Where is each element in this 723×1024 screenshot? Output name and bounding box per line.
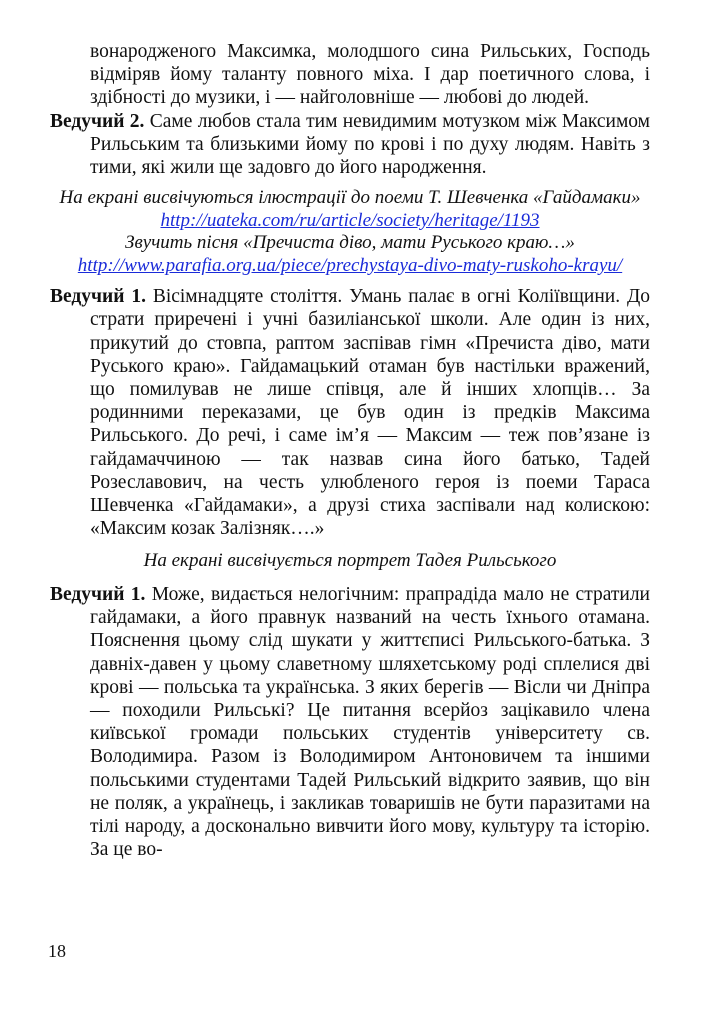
link-parafia[interactable]: http://www.parafia.org.ua/piece/prechystaya-divo-maty-ruskoho-krayu/ bbox=[77, 254, 623, 276]
speaker-paragraph-host2 bbox=[50, 110, 650, 180]
speaker-label: Ведучий 2. bbox=[50, 110, 145, 132]
continued-paragraph bbox=[50, 40, 650, 110]
link-uateka[interactable]: http://uateka.com/ru/article/society/heritage/1193 bbox=[160, 209, 540, 231]
stage-direction-portrait: На екрані висвічується портрет Тадея Рильського bbox=[143, 550, 557, 572]
speaker-paragraph-host1-a bbox=[50, 285, 650, 540]
stage-direction-block bbox=[50, 187, 650, 277]
page-number: 18 bbox=[48, 941, 66, 961]
stage-direction-illustrations: На екрані висвічуються ілюстрації до поеми Т. Шевченка «Гайдамаки» bbox=[59, 187, 641, 209]
page-content bbox=[50, 40, 650, 861]
speaker-paragraph-host1-b bbox=[50, 583, 650, 861]
speaker-label: Ведучий 1. bbox=[50, 583, 146, 605]
paragraph-text: Може, видається нелогічним: прапрадіда мало не стратили гайдамаки, а його правнук названий на честь їхнього отамана. Пояснення цьому слід шукати у життєписі Рильського-батька. З давніх-давен у цьому славетному шляхетському роді сплелися дві крові — польська та українська. З яких берегів — Вісли чи Дніпра — походили Рильські? Це питання всерйоз зацікавило члена київської громади польських студентів університету св. Володимира. Разом із Володимиром Антоновичем та іншими польськими студентами Тадей Рильський відкрито заявив, що він не поляк, а українець, і закликав товаришів не бути паразитами на тілі народу, а досконально вивчити його мову, культуру та історію. За це во- bbox=[90, 583, 650, 861]
paragraph-text: Саме любов стала тим невидимим мотузком між Максимом Рильським та близькими йому по крові і по духу людям. Навіть з тими, які жили ще задовго до його народження. bbox=[90, 110, 651, 179]
stage-direction-song: Звучить пісня «Пречиста діво, мати Руського краю…» bbox=[125, 232, 575, 254]
paragraph-text: вонародженого Максимка, молодшого сина Рильських, Господь відміряв йому таланту повного міха. І дар поетичного слова, і здібності до музики, і — найголовніше — любові до людей. bbox=[90, 41, 650, 109]
speaker-label: Ведучий 1. bbox=[50, 286, 146, 308]
paragraph-text: Вісімнадцяте століття. Умань палає в огні Коліївщини. До страти приречені і учні базиліанської школи. Але один із них, прикутий до стовпа, раптом заспівав гімн «Пречиста діво, мати Руського краю». Гайдамацький отаман був настільки вражений, що помилував не лише співця, але й інших хлопців… За родинними переказами, це був один із предків Максима Рильського. До речі, і саме ім’я — Максим — теж пов’язане із гайдамаччиною — так назвав сина його батько, Тадей Розеславович, на честь улюбленого героя із поеми Тараса Шевченка «Гайдамаки», а друзі стиха заспівали над колискою: «Максим козак Залізняк….» bbox=[90, 286, 650, 540]
